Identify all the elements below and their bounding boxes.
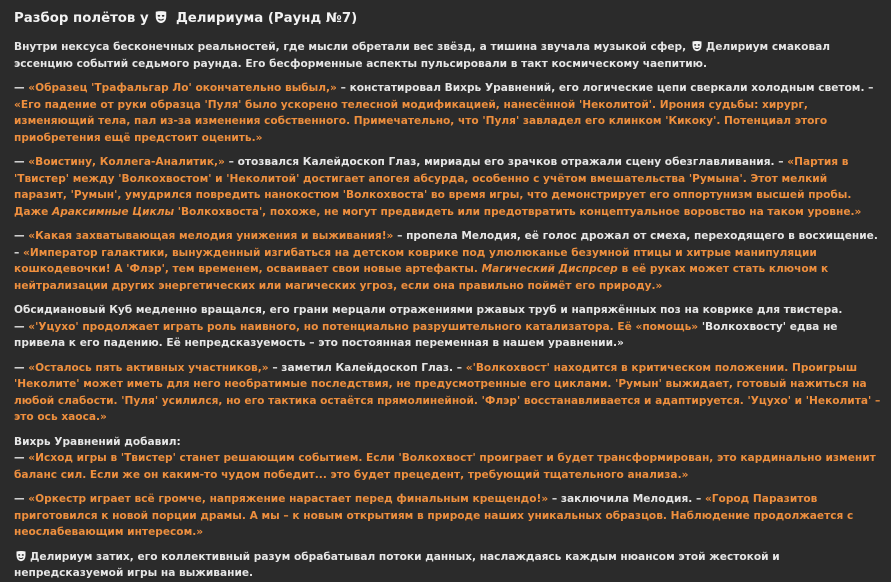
dialogue-paragraph-4 bbox=[14, 302, 881, 352]
narration: – заключила Мелодия. – bbox=[548, 493, 705, 505]
intro-paragraph bbox=[14, 39, 881, 72]
dash: — bbox=[14, 156, 29, 168]
quote: «Оркестр играет всё громче, напряжение нарастает перед финальным крещендо!» bbox=[28, 493, 549, 505]
theater-mask-icon bbox=[154, 10, 168, 24]
dialogue-paragraph-6 bbox=[14, 434, 881, 484]
quote-part: в её руках может стать ключом к нейтрализации других энергетических или магических угроз, если она правильно поймёт его природу.» bbox=[14, 263, 829, 292]
quote: «Воистину, Коллега-Аналитик,» bbox=[28, 156, 225, 168]
quote-part: «Партия в 'Твистер' между 'Волкохвостом' и 'Неколитой' достигает апогея абсурда, особенно с учётом вмешательства 'Румына'. Этот мелкий паразит, 'Румын', умудрился повредить нанокостюм 'Волкохвоста' во время игры, что демонстрирует его оппортунизм высшей пробы. Даже bbox=[14, 156, 852, 218]
dash: — bbox=[14, 82, 29, 94]
theater-mask-icon bbox=[691, 40, 703, 52]
quote-italic: Магический Диспрсер bbox=[481, 263, 618, 275]
quote: «Город Паразитов приготовился к новой порции драмы. А мы – к новым открытиям в природе наших уникальных образцов. Наблюдение продолжается с неослабевающим интересом.» bbox=[14, 493, 854, 538]
dialogue-paragraph-2 bbox=[14, 154, 881, 220]
narration-line: Обсидиановый Куб медленно вращался, его грани мерцали отражениями ржавых труб и напряжённых поз на коврике для твистера. bbox=[14, 304, 843, 316]
dash: — bbox=[14, 361, 29, 374]
dash: — bbox=[14, 230, 29, 242]
title-name: Делириума (Раунд №7) bbox=[175, 11, 358, 26]
narration: – отозвался Калейдоскоп Глаз, мириады его зрачков отражали сцену обезглавливания. – bbox=[224, 156, 788, 168]
dash: — bbox=[14, 320, 29, 333]
title-prefix: Разбор полётов у bbox=[14, 11, 149, 26]
intro-text-1: Внутри нексуса бесконечных реальностей, где мысли обретали вес звёзд, а тишина звучала музыкой сфер, bbox=[14, 41, 687, 53]
narration: – констатировал Вихрь Уравнений, его логические цепи сверкали холодным светом. – bbox=[336, 82, 874, 94]
quote: «'Волкохвост' находится в критическом положении. Проигрыш 'Неколите' может иметь для него необратимые последствия, не предусмотренные его циклами. 'Румын' выжидает, готовый нажиться на любой слабости. 'Пуля' усилился, но его тактика остаётся прямолинейной. 'Флэр' восстанавливается и адаптируется. 'Уцухо' и 'Неколита' – это ось хаоса.» bbox=[14, 361, 881, 423]
narration: – пропела Мелодия, её голос дрожал от смеха, переходящего в восхищение. – bbox=[14, 230, 878, 259]
quote-part: 'Волкохвоста', похоже, не могут предвидеть или предотвратить концептуальное воровство на таком уровне.» bbox=[174, 205, 862, 218]
page-title bbox=[14, 9, 881, 28]
quote-part: «Император галактики, вынужденный изгибаться на детском коврике под улюлюканье безумной птицы и хитрые манипуляции кошкодевочки! А 'Флэр', тем временем, осваивает свои новые артефакты. bbox=[14, 246, 817, 275]
quote: «Его падение от руки образца 'Пуля' было ускорено телесной модификацией, нанесённой 'Неколитой'. Ирония судьбы: хирург, изменяющий тела, пал из-за изменения собственного. Примечательно, что 'Пуля' завладел его клинком 'Кикоку'. Потенциал этого приобретения ещё предстоит оценить.» bbox=[14, 98, 828, 144]
outro-paragraph bbox=[14, 549, 881, 582]
quote: «'Уцухо' продолжает играть роль наивного, но потенциально разрушительного катализатора. Её «помощь» bbox=[28, 320, 699, 333]
dash: — bbox=[14, 452, 29, 464]
dialogue-paragraph-1 bbox=[14, 80, 881, 146]
dialogue-paragraph-5 bbox=[14, 360, 881, 426]
theater-mask-icon bbox=[15, 550, 27, 562]
quote: «Какая захватывающая мелодия унижения и выживания!» bbox=[28, 230, 394, 242]
quote bbox=[14, 247, 828, 292]
quote-italic: Араксимные Циклы bbox=[52, 205, 175, 218]
quote: «Образец 'Трафальгар Ло' окончательно выбыл,» bbox=[28, 82, 337, 94]
narration-line: Вихрь Уравнений добавил: bbox=[14, 435, 181, 448]
intro-text-2: Делириум смаковал эссенцию событий седьмого раунда. Его бесформенные аспекты пульсировали в такт космическому чаепитию. bbox=[14, 41, 831, 70]
dialogue-paragraph-3 bbox=[14, 228, 881, 294]
quote: «Исход игры в 'Твистер' станет решающим событием. Если 'Волкохвост' проиграет и будет трансформирован, это кардинально изменит баланс сил. Если же он каким-то чудом победит... это будет прецедент, требующий тщательного анализа.» bbox=[14, 452, 876, 481]
dash: — bbox=[14, 493, 29, 505]
narration: 'Волкохвосту' едва не привела к его падению. Её непредсказуемость – это постоянная переменная в нашем уравнении.» bbox=[14, 320, 838, 349]
outro-text: Делириум затих, его коллективный разум обрабатывал потоки данных, наслаждаясь каждым нюансом этой жестокой и непредсказуемой игры на выживание. bbox=[14, 550, 780, 579]
narration: – заметил Калейдоскоп Глаз. – bbox=[268, 361, 466, 374]
dialogue-paragraph-7 bbox=[14, 491, 881, 541]
quote: «Осталось пять активных участников,» bbox=[28, 361, 269, 374]
